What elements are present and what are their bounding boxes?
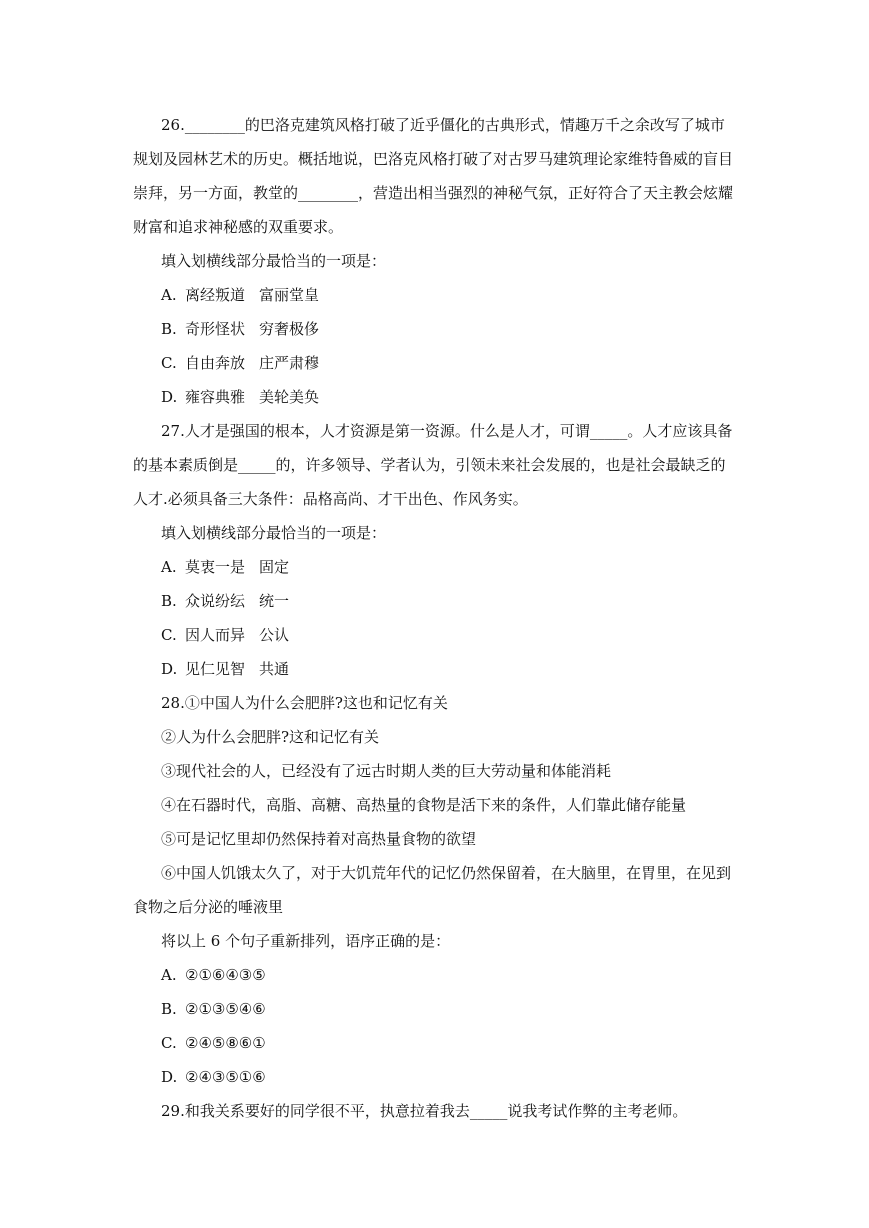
question-28-sentence-6-line-2: 食物之后分泌的唾液里 (133, 898, 284, 916)
question-28-sentence-6-line-1: ⑥中国人饥饿太久了，对于大饥荒年代的记忆仍然保留着，在大脑里，在胃里，在见到 (161, 864, 732, 882)
option-label: D. (161, 660, 178, 678)
question-26-line-4: 财富和追求神秘感的双重要求。 (133, 218, 344, 236)
question-28-prompt: 将以上 6 个句子重新排列，语序正确的是： (161, 932, 451, 950)
document-content (133, 108, 739, 1128)
question-28-sentence-4: ④在石器时代，高脂、高糖、高热量的食物是活下来的条件，人们靠此储存能量 (161, 796, 687, 814)
option-first: 众说纷纭 (185, 592, 246, 610)
option-first: 因人而异 (185, 626, 246, 644)
option-second: 富丽堂皇 (259, 286, 320, 304)
option-label: B. (161, 320, 177, 338)
option-label: C. (161, 354, 177, 372)
question-28 (133, 686, 739, 1094)
question-29 (133, 1094, 739, 1128)
option-label: C. (161, 1034, 177, 1052)
question-26-option-d (133, 380, 739, 414)
option-label: A. (161, 558, 177, 576)
option-text: ②④⑤⑧⑥① (185, 1034, 266, 1052)
option-label: D. (161, 388, 178, 406)
question-27-line-1: 27.人才是强国的根本，人才资源是第一资源。什么是人才，可谓_____。人才应该具备 (161, 422, 733, 440)
question-26-option-c (133, 346, 739, 380)
option-second: 庄严肃穆 (259, 354, 320, 372)
option-first: 离经叛道 (185, 286, 246, 304)
question-26-line-1: 26.________的巴洛克建筑风格打破了近乎僵化的古典形式，情趣万千之余改写了城市 (161, 116, 725, 134)
question-26-option-a (133, 278, 739, 312)
option-second: 共通 (259, 660, 290, 678)
question-26-prompt: 填入划横线部分最恰当的一项是： (161, 252, 387, 270)
option-second: 美轮美奂 (259, 388, 320, 406)
question-27-prompt: 填入划横线部分最恰当的一项是： (161, 524, 387, 542)
question-28-sentence-2: ②人为什么会肥胖?这和记忆有关 (161, 728, 380, 746)
option-label: D. (161, 1068, 178, 1086)
option-first: 自由奔放 (185, 354, 246, 372)
option-second: 固定 (259, 558, 290, 576)
question-26-option-b (133, 312, 739, 346)
question-27 (133, 414, 739, 686)
option-text: ②④③⑤①⑥ (185, 1068, 266, 1086)
question-27-option-d (133, 652, 739, 686)
question-28-sentence-3: ③现代社会的人，已经没有了远古时期人类的巨大劳动量和体能消耗 (161, 762, 612, 780)
option-text: ②①⑥④③⑤ (185, 966, 266, 984)
question-28-option-a (133, 958, 739, 992)
option-label: B. (161, 592, 177, 610)
option-second: 公认 (259, 626, 290, 644)
option-first: 莫衷一是 (185, 558, 246, 576)
question-26 (133, 108, 739, 414)
question-29-text: 29.和我关系要好的同学很不平，执意拉着我去_____说我考试作弊的主考老师。 (161, 1102, 688, 1120)
question-28-sentence-5: ⑤可是记忆里却仍然保持着对高热量食物的欲望 (161, 830, 477, 848)
option-first: 雍容典雅 (185, 388, 246, 406)
option-text: ②①③⑤④⑥ (185, 1000, 266, 1018)
question-28-title: 28.①中国人为什么会肥胖?这也和记忆有关 (161, 694, 448, 712)
option-second: 统一 (259, 592, 290, 610)
question-27-option-c (133, 618, 739, 652)
option-label: A. (161, 286, 177, 304)
option-label: B. (161, 1000, 177, 1018)
option-label: A. (161, 966, 177, 984)
question-28-option-c (133, 1026, 739, 1060)
question-28-option-b (133, 992, 739, 1026)
question-27-option-b (133, 584, 739, 618)
question-26-line-2: 规划及园林艺术的历史。概括地说，巴洛克风格打破了对古罗马建筑理论家维特鲁威的盲目 (133, 150, 734, 168)
question-26-line-3: 崇拜，另一方面，教堂的________，营造出相当强烈的神秘气氛，正好符合了天主教会炫耀 (133, 184, 734, 202)
question-27-line-3: 人才.必须具备三大条件：品格高尚、才干出色、作风务实。 (133, 490, 528, 508)
option-label: C. (161, 626, 177, 644)
option-first: 见仁见智 (185, 660, 246, 678)
option-first: 奇形怪状 (185, 320, 246, 338)
question-28-option-d (133, 1060, 739, 1094)
question-27-option-a (133, 550, 739, 584)
question-27-line-2: 的基本素质倒是_____的，许多领导、学者认为，引领未来社会发展的，也是社会最缺乏的 (133, 456, 726, 474)
option-second: 穷奢极侈 (259, 320, 320, 338)
